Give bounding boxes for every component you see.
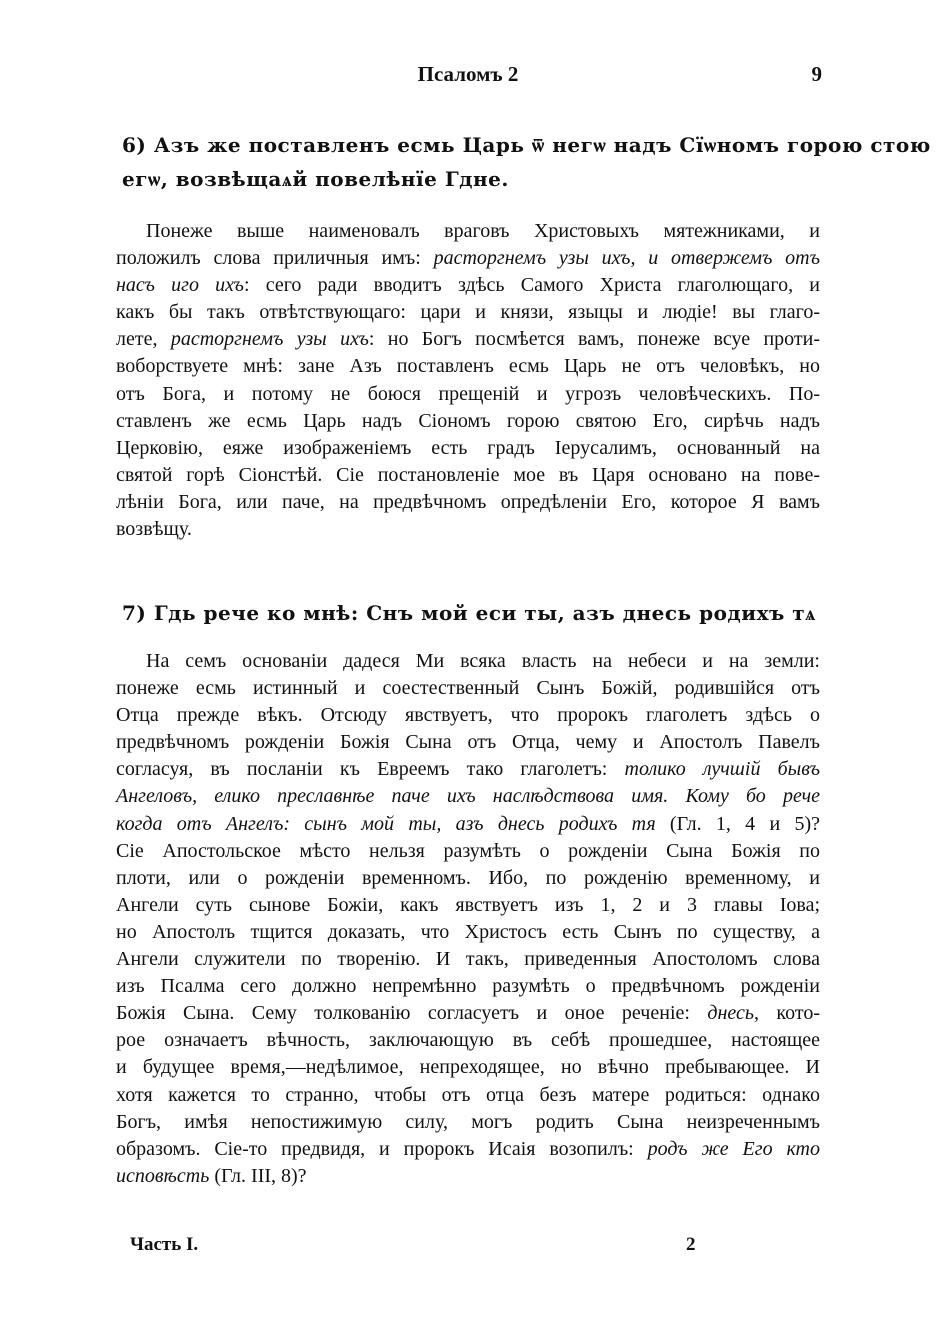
commentary-paragraph-1 [116, 218, 820, 543]
text-line: Понеже выше наименовалъ враговъ Христовыхъ мятежниками, и [146, 220, 820, 242]
text-line: святой горѣ Сіонстѣй. Сіе постановленіе мое въ Царя основано на повe- [116, 463, 820, 486]
text-line: какъ бы такъ отвѣтствующаго: цари и князи, языцы и людіе! вы глаго- [116, 301, 820, 324]
running-title: Псаломъ 2 [417, 62, 519, 86]
page-number: 9 [811, 62, 822, 86]
text-line: положилъ слова приличныя имъ: расторгнемъ узы ихъ, и отвержемъ отъ [116, 247, 820, 270]
text-line: Ангели служители по творенію. И такъ, приведенныя Апостоломъ слова [116, 948, 820, 971]
verse-6-church-slavonic [122, 128, 931, 196]
text-line: возвѣщу. [116, 518, 192, 541]
text-line: когда отъ Ангелъ: сынъ мой ты, азъ днесь родихъ тя (Гл. 1, 4 и 5)? [116, 812, 820, 835]
text-line: Отца прежде вѣкъ. Отсюду явствуетъ, что пророкъ глаголетъ здѣсь о [116, 704, 820, 727]
text-line: но Апостолъ тщится доказать, что Христосъ есть Сынъ по существу, а [116, 920, 820, 943]
text-line: насъ иго ихъ: сего ради вводитъ здѣсь Самого Христа глаголющаго, и [116, 274, 821, 297]
verse-line: егѡ, возвѣщаѧй повелѣнїе Гдне. [122, 167, 509, 191]
text-line: лете, расторгнемъ узы ихъ: но Богъ посмѣется вамъ, понеже всуе проти- [116, 328, 820, 351]
text-line: Ангели суть сынове Божіи, какъ явствуетъ изъ 1, 2 и 3 главы Іова; [116, 893, 820, 916]
verse-7-church-slavonic [122, 596, 822, 630]
running-header [0, 62, 936, 92]
volume-label: Часть I. [130, 1234, 199, 1255]
signature-mark: 2 [686, 1234, 696, 1255]
verse-line: 6) Азъ же поставленъ есмь Царь ѿ негѡ надъ Сїѡномъ горою стою [122, 133, 931, 157]
text-line: предвѣчномъ рожденіи Божія Сына отъ Отца, чему и Апостолъ Павелъ [116, 731, 820, 754]
commentary-paragraph-2 [116, 648, 820, 1190]
text-line: Ангеловъ, елико преславнѣе паче ихъ наслѣдствова имя. Кому бо рече [116, 785, 820, 808]
text-line: хотя кажется то странно, чтобы отъ отца безъ матере родиться: однако [116, 1083, 820, 1106]
text-line: понеже есмь истинный и соестественный Сынъ Божій, родившійся отъ [116, 677, 820, 700]
text-line: Церковію, еяже изображеніемъ есть градъ Іерусалимъ, основанный на [116, 436, 820, 459]
text-line: рое означаетъ вѣчность, заключающую въ себѣ прошедшее, настоящее [116, 1029, 820, 1052]
text-line: лѣніи Бога, или паче, на предвѣчномъ опредѣленіи Его, которое Я вамъ [116, 490, 820, 513]
text-line: согласуя, въ посланіи къ Евреемъ тако глаголетъ: толико лучшій бывъ [116, 758, 820, 781]
text-line: Богъ, имѣя непостижимую силу, могъ родить Сына неизреченнымъ [116, 1110, 820, 1133]
text-line: отъ Бога, и потому не боюся прещеній и угрозъ человѣческихъ. По- [116, 382, 820, 405]
verse-line: 7) Гдь рече ко мнѣ: Снъ мой еси ты, азъ днесь родихъ тѧ [122, 601, 816, 625]
text-line: На семъ основаніи дадеся Ми всяка власть на небеси и на земли: [146, 650, 820, 672]
text-line: воборствуете мнѣ: зане Азъ поставленъ есмь Царь не отъ человѣкъ, но [116, 355, 820, 378]
text-line: образомъ. Сіе-то предвидя, и пророкъ Исаія возопилъ: родъ же Его кто [116, 1137, 820, 1160]
text-line: изъ Псалма сего должно непремѣнно разумѣть о предвѣчномъ рожденіи [116, 975, 820, 998]
text-line: и будущее время,—недѣлимое, непреходящее, но вѣчно пребывающее. И [116, 1056, 820, 1079]
text-line: ставленъ же есмь Царь надъ Сіономъ горою святою Его, сирѣчь надъ [116, 409, 820, 432]
text-line: плоти, или о рожденіи временномъ. Ибо, по рожденію временному, и [116, 866, 820, 889]
text-line: исповѣсть (Гл. III, 8)? [116, 1164, 307, 1187]
text-line: Божія Сына. Сему толкованію согласуетъ и оное реченіе: днесь, кото- [116, 1002, 820, 1025]
text-line: Сіе Апостольское мѣсто нельзя разумѣть о рожденіи Сына Божія по [116, 839, 820, 862]
